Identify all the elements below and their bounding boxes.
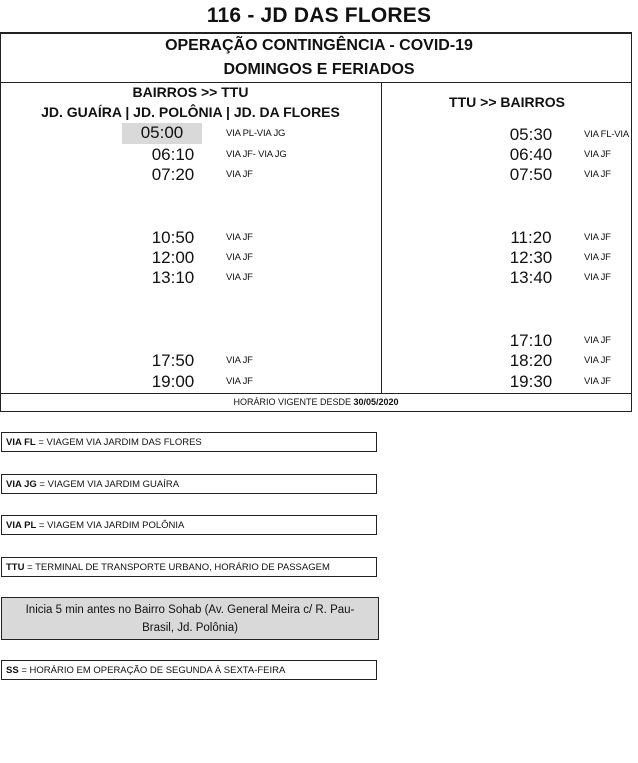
right-via: VIA FL-VIA bbox=[584, 129, 629, 140]
left-via: VIA JF bbox=[226, 376, 253, 387]
left-via: VIA JF bbox=[226, 355, 253, 366]
header-divider bbox=[0, 82, 632, 83]
operation-title: OPERAÇÃO CONTINGÊNCIA - COVID-19 bbox=[165, 37, 473, 54]
legend-code: VIA PL bbox=[6, 520, 37, 531]
legend-via-jg bbox=[1, 474, 377, 494]
left-time: 10:50 bbox=[151, 228, 195, 247]
left-time: 12:00 bbox=[151, 248, 195, 267]
left-via: VIA JF bbox=[226, 169, 253, 180]
right-time: 05:30 bbox=[509, 125, 553, 144]
legend-desc: = VIAGEM VIA JARDIM GUAÍRA bbox=[36, 479, 180, 490]
right-direction: TTU >> BAIRROS bbox=[449, 94, 565, 110]
left-time: 17:50 bbox=[151, 351, 195, 370]
right-via: VIA JF bbox=[584, 169, 611, 180]
right-via: VIA JF bbox=[584, 355, 611, 366]
legend-desc: = HORÁRIO EM OPERAÇÃO DE SEGUNDA À SEXTA-FEIRA bbox=[18, 665, 286, 676]
left-via: VIA JF bbox=[226, 272, 253, 283]
legend-code: VIA JG bbox=[6, 479, 37, 490]
left-time: 07:20 bbox=[151, 165, 195, 184]
validity-bottom-rule bbox=[0, 411, 632, 412]
right-via: VIA JF bbox=[584, 149, 611, 160]
right-via: VIA JF bbox=[584, 335, 611, 346]
right-via: VIA JF bbox=[584, 232, 611, 243]
right-time: 13:40 bbox=[509, 268, 553, 287]
legend-code: VIA FL bbox=[6, 437, 36, 448]
left-time: 13:10 bbox=[151, 268, 195, 287]
column-divider bbox=[381, 82, 382, 393]
title-underline bbox=[0, 32, 632, 34]
left-origins: JD. GUAÍRA | JD. POLÔNIA | JD. DA FLORES bbox=[41, 104, 340, 120]
right-time: 17:10 bbox=[509, 331, 553, 350]
right-time: 19:30 bbox=[509, 372, 553, 391]
left-time: 05:00 bbox=[122, 123, 202, 144]
left-time: 06:10 bbox=[151, 145, 195, 164]
right-time: 12:30 bbox=[509, 248, 553, 267]
legend-via-pl bbox=[1, 515, 377, 535]
legend-via-fl bbox=[1, 432, 377, 452]
legend-desc: = TERMINAL DE TRANSPORTE URBANO, HORÁRIO DE PASSAGEM bbox=[24, 562, 330, 573]
validity-line bbox=[0, 397, 632, 407]
legend-code: SS bbox=[6, 665, 19, 676]
left-via: VIA JF- VIA JG bbox=[226, 149, 287, 160]
legend-desc: = VIAGEM VIA JARDIM POLÔNIA bbox=[36, 520, 185, 531]
legend-desc: = VIAGEM VIA JARDIM DAS FLORES bbox=[35, 437, 202, 448]
legend-code: TTU bbox=[6, 562, 25, 573]
right-via: VIA JF bbox=[584, 252, 611, 263]
right-via: VIA JF bbox=[584, 376, 611, 387]
left-via: VIA JF bbox=[226, 252, 253, 263]
right-time: 07:50 bbox=[509, 165, 553, 184]
left-via: VIA JF bbox=[226, 232, 253, 243]
frame-right-border bbox=[631, 32, 632, 412]
legend-ttu bbox=[1, 557, 377, 577]
left-direction: BAIRROS >> TTU bbox=[132, 84, 249, 100]
right-time: 06:40 bbox=[509, 145, 553, 164]
start-note: Inicia 5 min antes no Bairro Sohab (Av. General Meira c/ R. Pau-Brasil, Jd. Polônia) bbox=[1, 597, 379, 640]
days-title: DOMINGOS E FERIADOS bbox=[223, 61, 415, 78]
validity-top-rule bbox=[0, 393, 632, 394]
left-time: 19:00 bbox=[151, 372, 195, 391]
right-time: 11:20 bbox=[510, 228, 552, 247]
validity-date: 30/05/2020 bbox=[353, 397, 399, 407]
route-title: 116 - JD DAS FLORES bbox=[206, 4, 432, 27]
validity-label: HORÁRIO VIGENTE DESDE bbox=[233, 397, 351, 407]
left-via: VIA PL-VIA JG bbox=[226, 128, 286, 139]
right-via: VIA JF bbox=[584, 272, 611, 283]
legend-ss bbox=[1, 660, 377, 680]
right-time: 18:20 bbox=[509, 351, 553, 370]
